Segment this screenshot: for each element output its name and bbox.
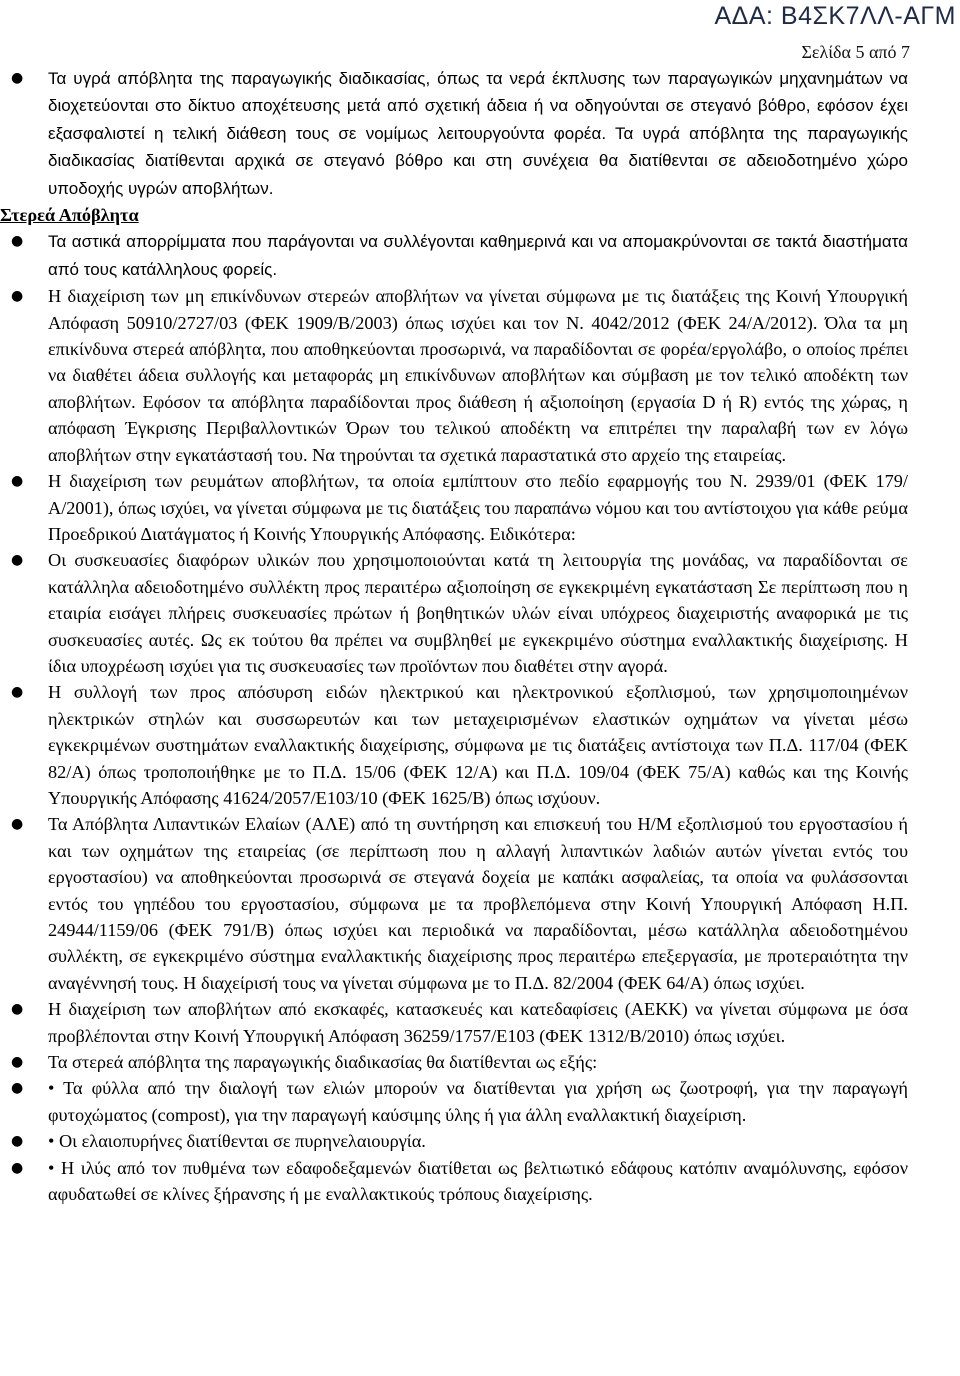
bullet-icon: ● [11, 1159, 24, 1176]
bullet-icon: ● [11, 684, 24, 701]
bullet-icon: ● [11, 288, 24, 305]
list-item [11, 811, 908, 996]
ada-code: ΑΔΑ: Β4ΣΚ7ΛΛ-ΑΓΜ [714, 2, 956, 30]
paragraph-text: Τα αστικά απορρίμματα που παράγονται να συλλέγονται καθημερινά και να απομακρύνονται σε τακτά διαστήματα από τους κατάλληλους φορείς. [48, 232, 908, 279]
paragraph-text: • Τα φύλλα από την διαλογή των ελιών μπορούν να διατίθενται για χρήση ως ζωοτροφή, για την παραγωγή φυτοχώματος (compost), για την παραγωγή καύσιμης ύλης ή για άλλη εναλλακτική διαχείριση. [48, 1078, 908, 1125]
list-item [11, 996, 908, 1049]
list-item [11, 547, 908, 679]
bullet-icon: ● [11, 1080, 24, 1097]
bullet-icon: ● [11, 473, 24, 490]
list-item [11, 679, 908, 811]
paragraph-text: Η συλλογή των προς απόσυρση ειδών ηλεκτρικού και ηλεκτρονικού εξοπλισμού, των χρησιμοποιημένων ηλεκτρικών στηλών και συσσωρευτών και των μεταχειρισμένων ελαστικών οχημάτων να γίνεται μέσω εγκεκριμένων συστημάτων εναλλακτικής διαχείρισης, σύμφωνα με τις διατάξεις αντίστοιχα των Π.Δ. 117/04 (ΦΕΚ 82/Α) όπως τροποποιήθηκε με το Π.Δ. 15/06 (ΦΕΚ 12/Α) και Π.Δ. 109/04 (ΦΕΚ 75/Α) καθώς και της Κοινής Υπουργικής Απόφασης 41624/2057/Ε103/10 (ΦΕΚ 1625/Β) όπως ισχύουν. [48, 682, 908, 808]
paragraph-text: • Οι ελαιοπυρήνες διατίθενται σε πυρηνελαιουργία. [48, 1131, 426, 1152]
paragraph-text: Η διαχείριση των αποβλήτων από εκσκαφές, κατασκευές και κατεδαφίσεις (ΑΕΚΚ) να γίνεται σύμφωνα με όσα προβλέπονται στην Κοινή Υπουργική Απόφαση 36259/1757/Ε103 (ΦΕΚ 1312/Β/2010) όπως ισχύει. [48, 999, 908, 1046]
bullet-icon: ● [11, 233, 24, 250]
page-number: Σελίδα 5 από 7 [801, 42, 910, 62]
bullet-icon: ● [11, 1001, 24, 1018]
paragraph-text: Οι συσκευασίες διαφόρων υλικών που χρησιμοποιούνται κατά τη λειτουργία της μονάδας, να παραδίδονται σε κατάλληλα αδειοδοτημένο συλλέκτη προς περαιτέρω αξιοποίηση σε εγκεκριμένη εγκατάσταση Σε περίπτωση που η εταιρία εισάγει πλήρεις συσκευασίες πρώτων ή βοηθητικών υλών είναι υπόχρεος διαχειριστής αναφορικά με τις συσκευασίες αυτές. Ως εκ τούτου θα πρέπει να συμβληθεί με εγκεκριμένο σύστημα εναλλακτικής διαχείρισης. Η ίδια υποχρέωση ισχύει για τις συσκευασίες των προϊόντων που διαθέτει στην αγορά. [48, 550, 908, 676]
bullet-icon: ● [11, 816, 24, 833]
section-heading: Στερεά Απόβλητα [0, 205, 139, 226]
list-item [11, 228, 908, 283]
list-item [11, 65, 908, 202]
list-item [11, 1128, 908, 1154]
paragraph-text: Η διαχείριση των ρευμάτων αποβλήτων, τα οποία εμπίπτουν στο πεδίο εφαρμογής του Ν. 2939/01 (ΦΕΚ 179/Α/2001), όπως ισχύει, να γίνεται σύμφωνα με τις διατάξεις του παραπάνω νόμου και του αντίστοιχου για κάθε ρεύμα Προεδρικού Διατάγματος ή Κοινής Υπουργικής Απόφασης. Ειδικότερα: [48, 471, 908, 544]
bullet-icon: ● [11, 1054, 24, 1071]
document-body [0, 65, 908, 1207]
bullet-icon: ● [11, 70, 24, 86]
paragraph-text: Τα υγρά απόβλητα της παραγωγικής διαδικασίας διατίθενται αρχικά σε στεγανό βόθρο και στη συνέχεια θα διατίθενται σε αδειοδοτημένο χώρο υποδοχής υγρών αποβλήτων. [48, 123, 908, 198]
paragraph-text: Τα υγρά απόβλητα της παραγωγικής διαδικασίας, όπως τα νερά έκπλυσης των παραγωγικών μηχανημάτων να διοχετεύονται στο δίκτυο αποχέτευσης μετά από σχετική άδεια ή να οδηγούνται σε στεγανό βόθρο, εφόσον έχει εξασφαλιστεί η τελική διάθεση τους σε νομίμως λειτουργούντα φορέα. [48, 69, 908, 143]
list-item [11, 1049, 908, 1075]
paragraph-text: Τα στερεά απόβλητα της παραγωγικής διαδικασίας θα διατίθενται ως εξής: [48, 1052, 598, 1073]
list-item [11, 1155, 908, 1208]
paragraph-text: Τα Απόβλητα Λιπαντικών Ελαίων (ΑΛΕ) από τη συντήρηση και επισκευή του Η/Μ εξοπλισμού του εργοστασίου ή και των οχημάτων της εταιρείας (σε περίπτωση που η αλλαγή λιπαντικών λαδιών αυτών γίνεται εντός του εργοστασίου) να αποθηκεύονται προσωρινά σε στεγανά δοχεία με καπάκι ασφαλείας, τα οποία να φυλάσσονται εντός του γηπέδου του εργοστασίου, σύμφωνα με τα προβλεπόμενα στην Κοινή Υπουργική Απόφαση Η.Π. 24944/1159/06 (ΦΕΚ 791/Β) όπως ισχύει και περιοδικά να παραδίδονται, μέσω κατάλληλα αδειοδοτημένου συλλέκτη, σε εγκεκριμένο σύστημα εναλλακτικής διαχείρισης προς περαιτέρω επεξεργασία, με προτεραιότητα την αναγέννησή τους. Η διαχείρισή τους να γίνεται σύμφωνα με το Π.Δ. 82/2004 (ΦΕΚ 64/Α) όπως ισχύει. [48, 814, 908, 993]
bullet-icon: ● [11, 552, 24, 569]
list-item [11, 1075, 908, 1128]
list-item [11, 283, 908, 468]
list-item [11, 468, 908, 547]
bullet-icon: ● [11, 1133, 24, 1150]
paragraph-text: Η διαχείριση των μη επικίνδυνων στερεών αποβλήτων να γίνεται σύμφωνα με τις διατάξεις της Κοινή Υπουργική Απόφαση 50910/2727/03 (ΦΕΚ 1909/Β/2003) όπως ισχύει και τον Ν. 4042/2012 (ΦΕΚ 24/Α/2012). Όλα τα μη επικίνδυνα στερεά απόβλητα, που αποθηκεύονται προσωρινά, να παραδίδονται σε φορέα/εργολάβο, ο οποίος πρέπει να διαθέτει άδεια συλλογής και μεταφοράς μη επικίνδυνων αποβλήτων και σύμβαση με τον τελικό αποδέκτη των αποβλήτων. Εφόσον τα απόβλητα παραδίδονται προς διάθεση ή αξιοποίηση (εργασία D ή R) εντός της χώρας, η απόφαση Έγκρισης Περιβαλλοντικών Όρων του τελικού αποδέκτη να επιτρέπει την παραλαβή των εν λόγω αποβλήτων στην εγκατάστασή του. Να τηρούνται τα σχετικά παραστατικά στο αρχείο της εταιρείας. [48, 286, 908, 465]
paragraph-text: • Η ιλύς από τον πυθμένα των εδαφοδεξαμενών διατίθεται ως βελτιωτικό εδάφους κατόπιν αναμόλυνσης, εφόσον αφυδατωθεί σε κλίνες ξήρανσης ή με εναλλακτικούς τρόπους διαχείρισης. [48, 1157, 908, 1205]
